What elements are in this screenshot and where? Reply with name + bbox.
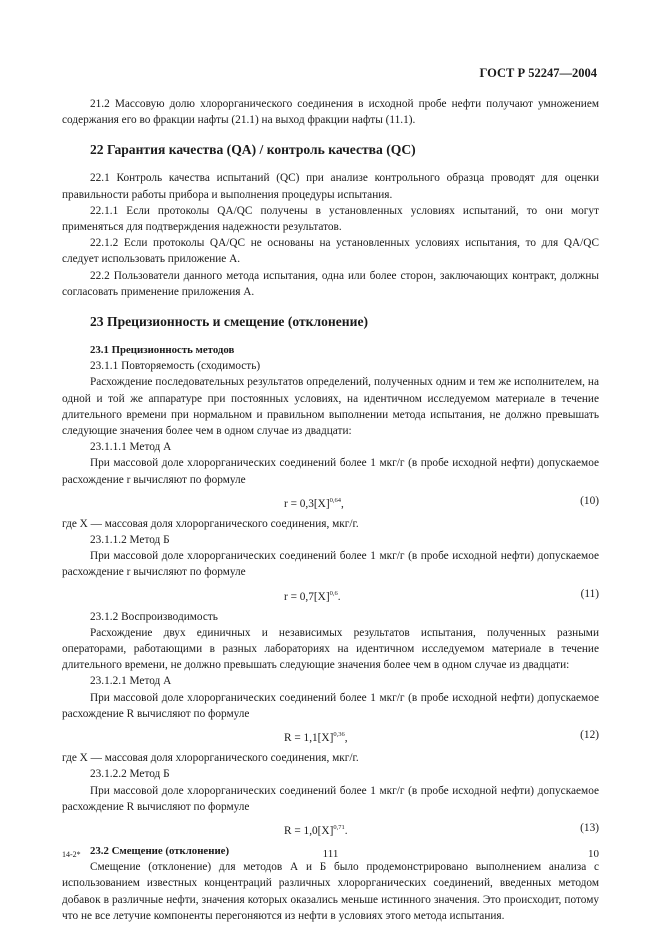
formula-11-number: (11) — [580, 587, 599, 600]
subsection-23-1-title: 23.1 Прецизионность методов — [90, 344, 235, 357]
formula-10 — [62, 491, 599, 513]
formula-12-number: (12) — [580, 729, 599, 742]
formula-11 — [62, 584, 599, 606]
paragraph-22-1-2: 22.1.2 Если протоколы QA/QC не основаны на установленных условиях испытания, то для QA/QC следует использовать приложение А. — [62, 237, 599, 266]
reproducibility-text: Расхождение двух единичных и независимых результатов испытания, полученных разными операторами, работающими в разных лабораториях на идентичном исследуемом материале в течение длительного времени, не должно превышать следующие значения более чем в одном случае из двадцати: — [62, 626, 599, 672]
formula-13 — [62, 818, 599, 840]
formula-10-number: (10) — [580, 494, 599, 507]
section-23-title: 23 Прецизионность и смещение (отклонение) — [90, 314, 369, 330]
paragraph-21-2: 21.2 Массовую долю хлорорганического соединения в исходной пробе нефти получают умножением содержания его во фракции нафты (21.1) на выход фракции нафты (11.1). — [62, 98, 599, 127]
method-a-repeatability-text: При массовой доле хлорорганических соединений более 1 мкг/г (в пробе исходной нефти) допускаемое расхождение r вычисляют по формуле — [62, 457, 599, 486]
repeatability-text: Расхождение последовательных результатов определений, полученных одним и тем же исполнителем, на одной и той же аппаратуре при постоянных условиях, на идентичном исследуемом материале в течение длительного времени при нормальном и правильном выполнении метода испытания, не должно превышать следующие значения более чем в одном случае из двадцати: — [62, 376, 599, 438]
method-b-reproducibility: 23.1.2.2 Метод Б — [90, 768, 170, 781]
formula-12 — [62, 725, 599, 747]
bias-text: Смещение (отклонение) для методов А и Б было продемонстрировано выполнением анализа с использованием известных концентраций различных хлорорганических соединений, введенных методом добавок в различные нефти, значения которых оказались меньше истинного значения. Это происходит, потому что не все летучие компоненты перегоняются из нефти в условиях этого метода испытания. — [62, 861, 599, 922]
formula-10-expression: $r = 0,3[X]^{0,64}$, — [284, 496, 344, 510]
method-a-reproducibility-text: При массовой доле хлорорганических соединений более 1 мкг/г (в пробе исходной нефти) допускаемое расхождение R вычисляют по формуле — [62, 691, 599, 720]
page-number-right: 10 — [588, 848, 599, 860]
page-number-center: 111 — [322, 848, 339, 860]
where-clause-2: где X — массовая доля хлорорганического соединения, мкг/г. — [62, 752, 359, 765]
paragraph-22-1-1: 22.1.1 Если протоколы QA/QC получены в установленных условиях испытаний, то они могут применяться для подтверждения надежности результатов. — [62, 204, 599, 234]
subsection-23-1-2-title: 23.1.2 Воспроизводимость — [90, 610, 218, 623]
formula-13-number: (13) — [580, 821, 599, 834]
subsection-23-1-1-title: 23.1.1 Повторяемость (сходимость) — [90, 360, 261, 373]
method-b-repeatability: 23.1.1.2 Метод Б — [90, 534, 170, 547]
paragraph-22-1: 22.1 Контроль качества испытаний (QC) при анализе контрольного образца проводят для оценки правильности работы прибора и выполнения процедуры испытания. — [62, 172, 599, 201]
method-a-reproducibility: 23.1.2.1 Метод А — [90, 675, 172, 688]
paragraph-22-2: 22.2 Пользователи данного метода испытания, одна или более сторон, заключающих контракт, должны согласовать применение приложения А. — [62, 269, 599, 298]
standard-number: ГОСТ Р 52247—2004 — [479, 66, 597, 80]
page-footer — [62, 848, 599, 866]
formula-12-expression: $R = 1,1[X]^{0,36}$, — [284, 731, 348, 744]
sheet-mark: 14-2* — [62, 850, 81, 859]
where-clause-1: где X — массовая доля хлорорганического соединения, мкг/г. — [62, 517, 359, 530]
page-content — [62, 96, 599, 924]
method-b-reproducibility-text: При массовой доле хлорорганических соединений более 1 мкг/г (в пробе исходной нефти) допускаемое расхождение R вычисляют по формуле — [62, 784, 599, 813]
formula-13-expression: $R = 1,0[X]^{0,71}$. — [284, 823, 348, 837]
formula-11-expression: $r = 0,7[X]^{0,6}$. — [284, 589, 341, 603]
subsection-23-2-title: 23.2 Смещение (отклонение) — [90, 844, 230, 857]
section-22-title: 22 Гарантия качества (QA) / контроль качества (QC) — [90, 142, 416, 158]
method-b-repeatability-text: При массовой доле хлорорганических соединений более 1 мкг/г (в пробе исходной нефти) допускаемое расхождение r вычисляют по формуле — [62, 550, 599, 579]
method-a-repeatability: 23.1.1.1 Метод А — [90, 441, 172, 454]
